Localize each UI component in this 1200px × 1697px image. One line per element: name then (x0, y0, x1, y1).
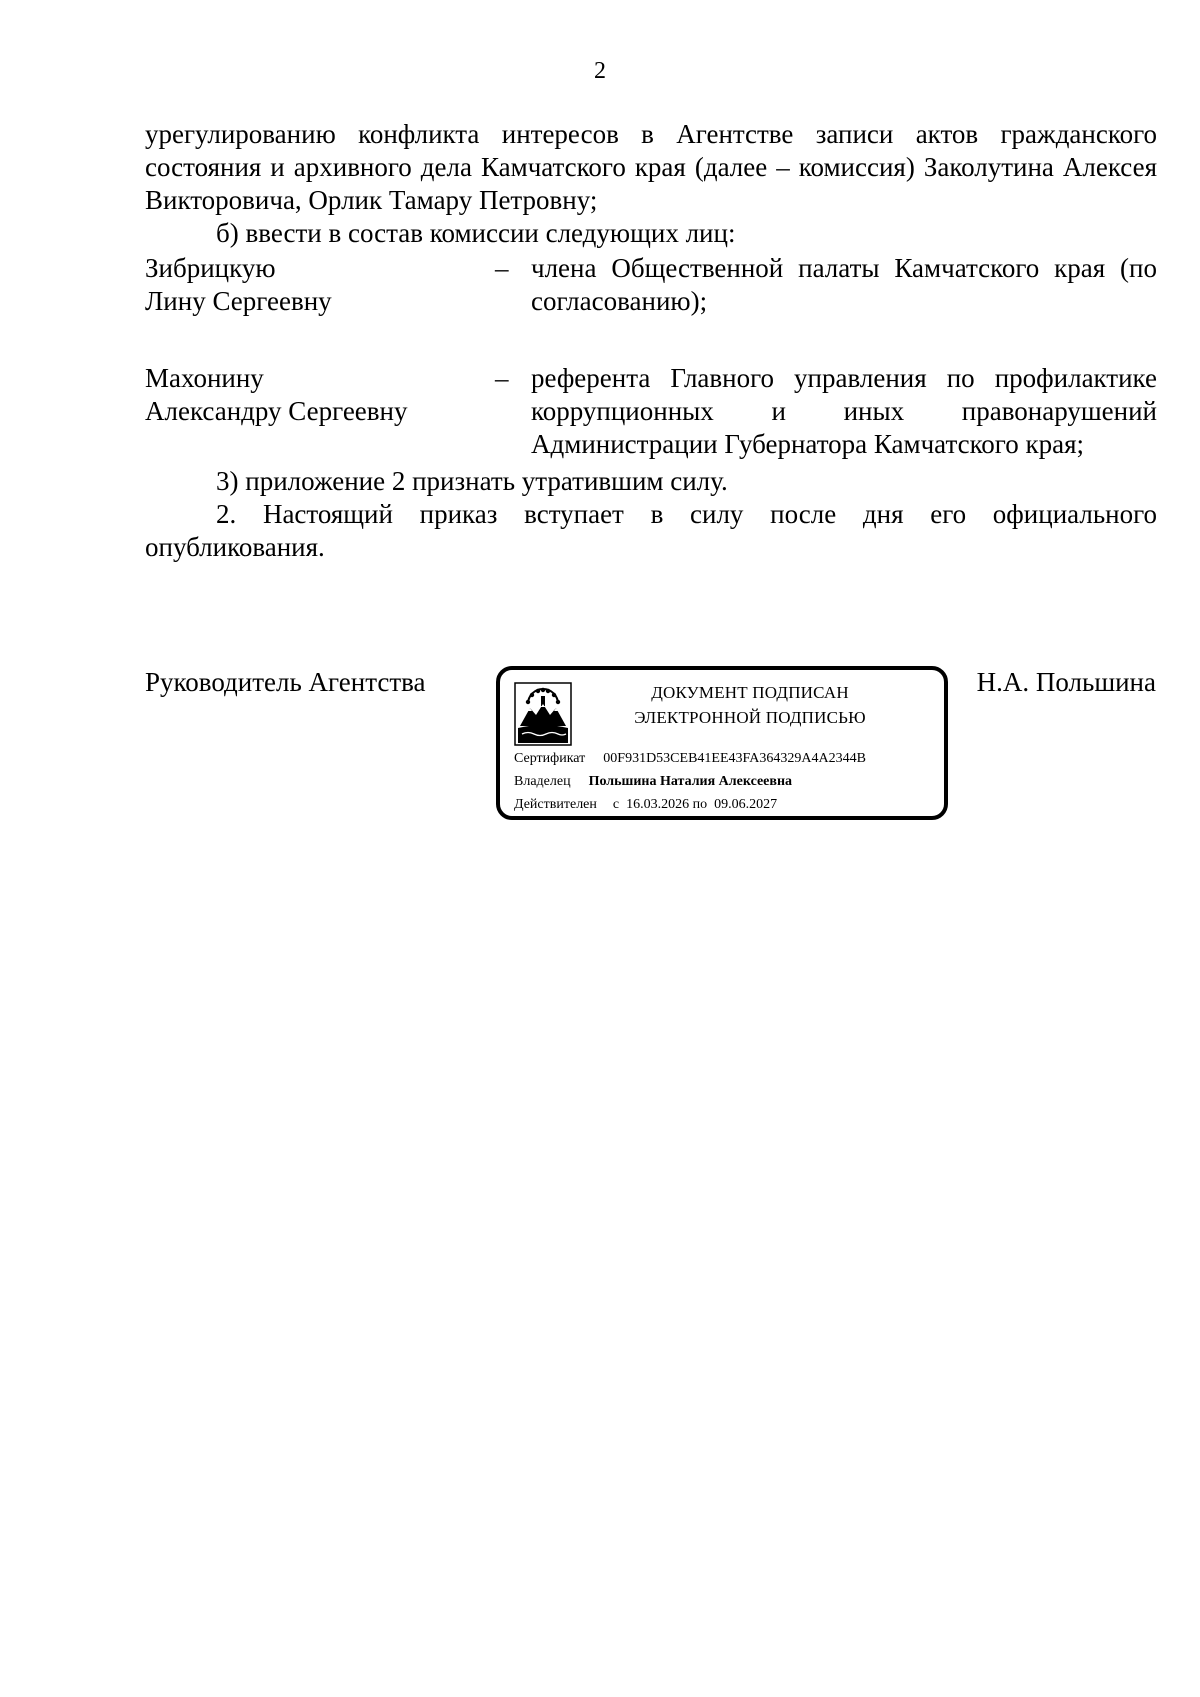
member-name (145, 252, 475, 318)
stamp-certificate-value: 00F931D53CEB41EE43FA364329A4A2344B (603, 751, 866, 766)
page-number: 2 (594, 58, 606, 84)
item-3-paragraph: 3) приложение 2 признать утратившим силу. (216, 466, 728, 496)
stamp-validity-value: с 16.03.2026 по 09.06.2027 (612, 797, 778, 812)
stamp-title (580, 680, 920, 730)
member-given-names: Лину Сергеевну (145, 286, 332, 316)
member-surname: Зибрицкую (145, 253, 276, 283)
stamp-validity-label: Действителен (514, 797, 597, 812)
item-2-paragraph: 2. Настоящий приказ вступает в силу после дня его официального опубликования. (145, 499, 1157, 562)
member-name (145, 362, 475, 428)
stamp-validity-row (514, 797, 777, 813)
stamp-certificate-label: Сертификат (514, 751, 586, 766)
member-dash: – (495, 253, 509, 283)
stamp-owner-value: Польшина Наталия Алексеевна (588, 774, 793, 789)
stamp-title-line: ЭЛЕКТРОННОЙ ПОДПИСЬЮ (634, 708, 866, 727)
stamp-title-line: ДОКУМЕНТ ПОДПИСАН (651, 683, 849, 702)
intro-paragraph: урегулированию конфликта интересов в Агентстве записи актов гражданского состояния и архивного дела Камчатского края (далее – комиссия) Заколутина Алексея Викторовича, Орлик Тамару Петровну; (145, 119, 1157, 215)
stamp-owner-label: Владелец (514, 774, 571, 789)
member-entry (145, 252, 1157, 318)
stamp-owner-row (514, 774, 792, 790)
member-description: члена Общественной палаты Камчатского края (по согласованию); (531, 253, 1157, 316)
member-description: референта Главного управления по профилактике коррупционных и иных правонарушений Администрации Губернатора Камчатского края; (531, 363, 1157, 459)
kamchatka-coat-of-arms-icon (514, 682, 572, 746)
signature-name: Н.А. Польшина (976, 667, 1156, 697)
item-b-paragraph: б) ввести в состав комиссии следующих лиц: (216, 218, 736, 248)
signature-role: Руководитель Агентства (145, 667, 426, 697)
electronic-signature-stamp (496, 666, 948, 820)
member-surname: Махонину (145, 363, 264, 393)
stamp-certificate-row (514, 751, 866, 767)
member-given-names: Александру Сергеевну (145, 396, 408, 426)
member-entry (145, 362, 1157, 461)
member-dash: – (495, 363, 509, 393)
